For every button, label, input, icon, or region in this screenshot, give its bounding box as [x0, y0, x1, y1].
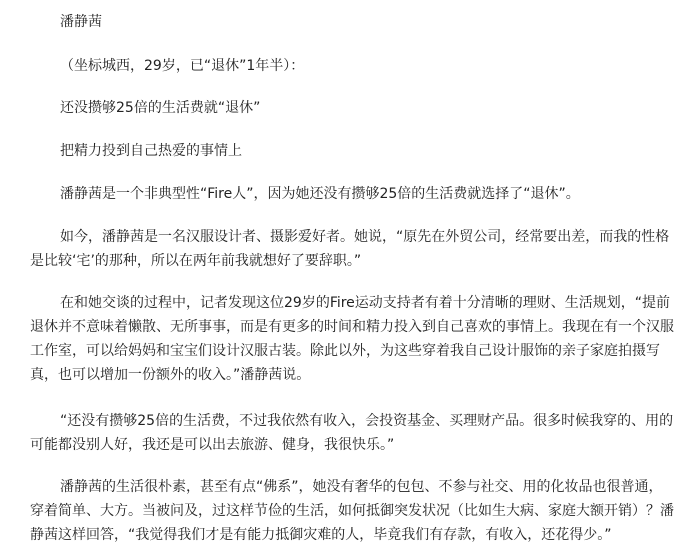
subheading-2: 把精力投到自己热爱的事情上 [60, 143, 242, 159]
paragraph-2-line: 是比较‘宅’的那种，所以在两年前我就想好了要辞职。” [30, 253, 362, 269]
person-profile: （坐标城西，29岁，已“退休”1年半）： [60, 58, 305, 74]
paragraph-2 [30, 225, 692, 273]
paragraph-4-line: “还没有攒够25倍的生活费，不过我依然有收入，会投资基金、买理财产品。很多时候我穿的、用的 [60, 413, 674, 429]
paragraph-3-line: 退休并不意味着懒散、无所事事，而是有更多的时间和精力投入到自己喜欢的事情上。我现在有一个汉服 [30, 319, 674, 335]
paragraph-5-line: 穿着简单、大方。当被问及，过这样节俭的生活，如何抵御突发状况（比如生大病、家庭大额开销）？潘 [30, 503, 674, 519]
paragraph-3 [30, 291, 692, 387]
paragraph-4-line: 可能都没别人好，我还是可以出去旅游、健身，我很快乐。” [30, 437, 395, 453]
paragraph-3-line: 工作室，可以给妈妈和宝宝们设计汉服古装。除此以外，为这些穿着我自己设计服饰的亲子家庭拍摄写 [30, 343, 660, 359]
paragraph-4 [30, 409, 692, 457]
paragraph-2-line: 如今，潘静茜是一名汉服设计者、摄影爱好者。她说，“原先在外贸公司，经常要出差，而我的性格 [60, 229, 670, 245]
subheading-1: 还没攒够25倍的生活费就“退休” [60, 100, 261, 116]
paragraph-5-line: 静茜这样回答，“我觉得我们才是有能力抵御灾难的人，毕竟我们有存款，有收入，还花得少。” [30, 527, 612, 543]
paragraph-3-line: 真，也可以增加一份额外的收入。”潘静茜说。 [30, 367, 311, 383]
person-name: 潘静茜 [60, 14, 102, 30]
paragraph-5 [30, 475, 692, 547]
paragraph-3-line: 在和她交谈的过程中，记者发现这位29岁的Fire运动支持者有着十分清晰的理财、生活规划，“提前 [60, 295, 671, 311]
paragraph-1: 潘静茜是一个非典型性“Fire人”，因为她还没有攒够25倍的生活费就选择了“退休”。 [60, 186, 580, 202]
paragraph-5-line: 潘静茜的生活很朴素，甚至有点“佛系”，她没有奢华的包包、不参与社交、用的化妆品也很普通， [60, 479, 663, 495]
